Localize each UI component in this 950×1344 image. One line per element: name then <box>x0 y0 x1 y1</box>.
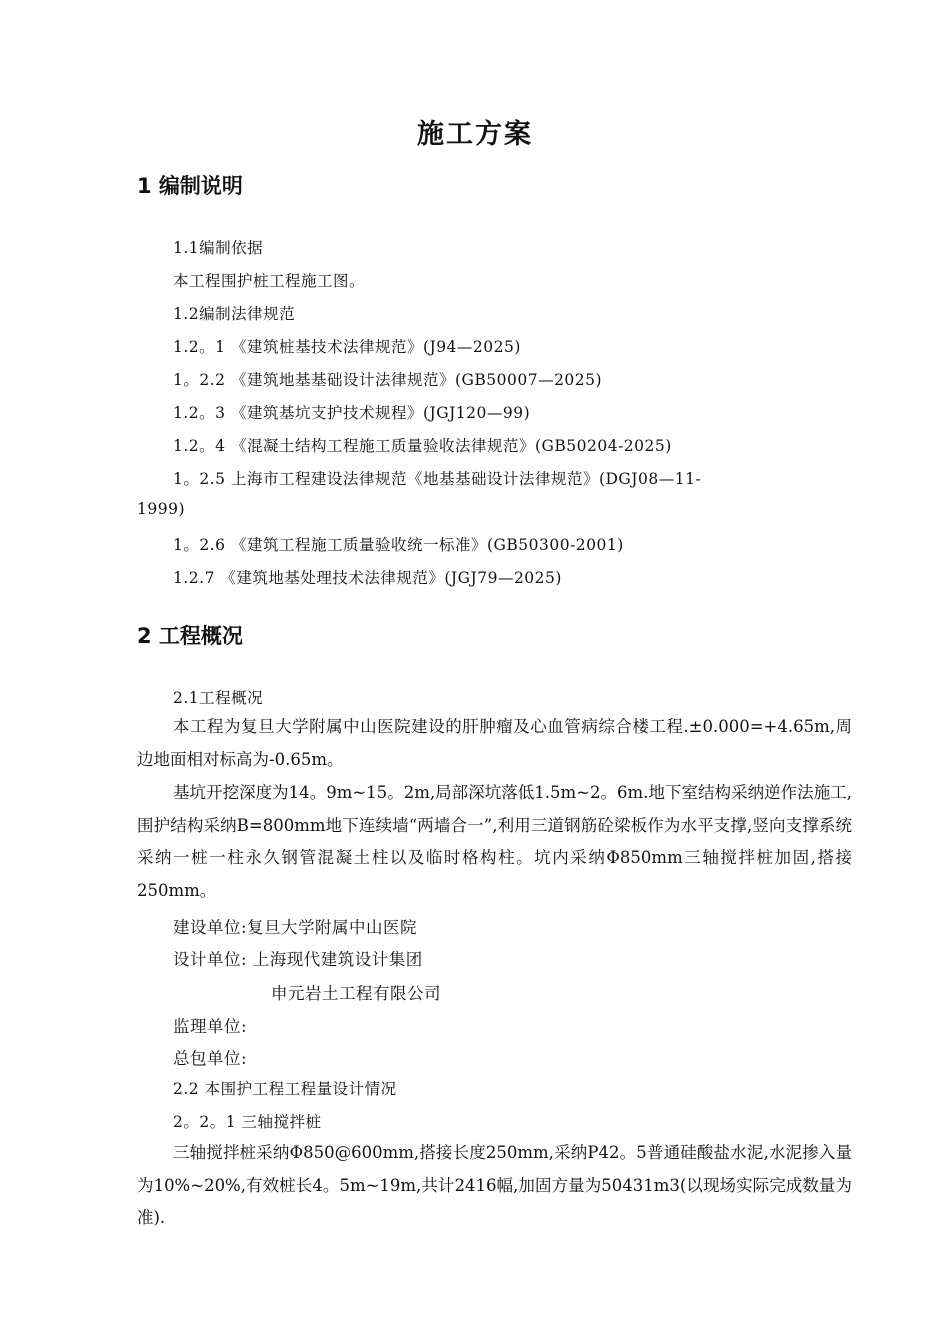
overview-paragraph: 本工程为复旦大学附属中山医院建设的肝肿瘤及心血管病综合楼工程.±0.000=+4.65m,周边地面相对标高为-0.65m。 <box>137 717 852 769</box>
section-heading-1: 1 编制说明 <box>137 174 243 198</box>
reference-item: 1。2.5 上海市工程建设法律规范《地基基础设计法律规范》(DGJ08—11- <box>173 470 702 488</box>
supervision-unit: 监理单位: <box>173 1017 248 1036</box>
reference-item: 1.2。3 《建筑基坑支护技术规程》(JGJ120—99) <box>173 404 531 422</box>
excavation-paragraph: 基坑开挖深度为14。9m~15。2m,局部深坑落低1.5m~2。6m.地下室结构采纳逆作法施工,围护结构采纳B=800mm地下连续墙“两墙合一”,利用三道钢筋砼梁板作为水平支撑,竖向支撑系统采纳一桩一柱永久钢管混凝土柱以及临时格构柱。坑内采纳Φ850mm三轴搅拌桩加固,搭接250mm。 <box>137 783 852 900</box>
reference-item: 1。2.6 《建筑工程施工质量验收统一标准》(GB50300-2001) <box>173 536 624 554</box>
section-heading-2: 2 工程概况 <box>137 624 243 648</box>
text-line: 本工程围护桩工程施工图。 <box>173 272 366 290</box>
reference-item: 1.2。4 《混凝土结构工程施工质量验收法律规范》(GB50204-2025) <box>173 437 672 455</box>
document-title: 施工方案 <box>417 119 533 150</box>
subsection-2-2-1: 2。2。1 三轴搅拌桩 <box>173 1113 322 1131</box>
subsection-1-2: 1.2编制法律规范 <box>173 305 296 323</box>
design-unit: 设计单位: 上海现代建筑设计集团 <box>173 950 423 969</box>
reference-item-continued: 1999) <box>137 500 185 518</box>
reference-item: 1。2.2 《建筑地基基础设计法律规范》(GB50007—2025) <box>173 371 603 389</box>
builder-unit: 建设单位:复旦大学附属中山医院 <box>173 918 418 937</box>
reference-item: 1.2。1 《建筑桩基技术法律规范》(J94—2025) <box>173 338 521 356</box>
general-contractor: 总包单位: <box>173 1049 248 1068</box>
subsection-2-2: 2.2 本围护工程工程量设计情况 <box>173 1080 397 1098</box>
design-unit-2: 申元岩土工程有限公司 <box>271 984 441 1003</box>
subsection-2-1: 2.1工程概况 <box>173 689 264 707</box>
mixing-pile-paragraph: 三轴搅拌桩采纳Φ850@600mm,搭接长度250mm,采纳P42。5普通硅酸盐水泥,水泥掺入量为10%~20%,有效桩长4。5m~19m,共计2416幅,加固方量为50431m3(以现场实际完成数量为准). <box>137 1143 852 1227</box>
reference-item: 1.2.7 《建筑地基处理技术法律规范》(JGJ79—2025) <box>173 569 562 587</box>
subsection-1-1: 1.1编制依据 <box>173 239 264 257</box>
